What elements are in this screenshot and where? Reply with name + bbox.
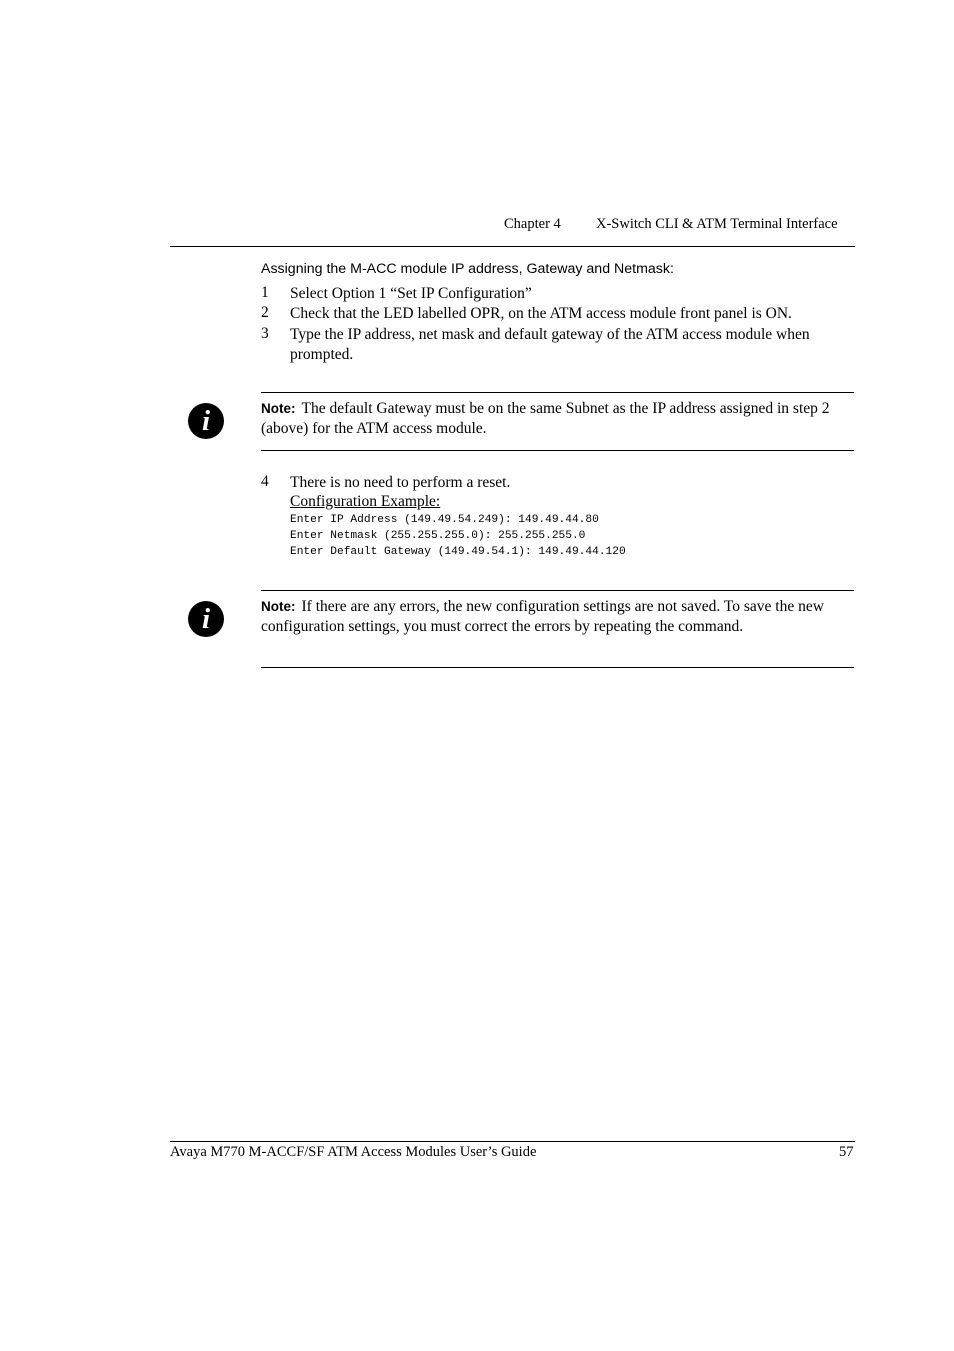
page-number: 57: [839, 1144, 854, 1160]
header-chapter: Chapter 4: [504, 216, 561, 232]
section-heading: Assigning the M-ACC module IP address, Gateway and Netmask:: [261, 261, 674, 277]
note-text: If there are any errors, the new configuration settings are not saved. To save the new configuration settings, you must correct the errors by repeating the command.: [261, 598, 824, 635]
step-number: 2: [261, 304, 269, 321]
note-label: Note:: [261, 599, 296, 614]
note-text: The default Gateway must be on the same Subnet as the IP address assigned in step 2 (above) for the ATM access module.: [261, 400, 830, 437]
footer-rule: [170, 1141, 855, 1142]
step-text: Type the IP address, net mask and default gateway of the ATM access module when prompted.: [290, 326, 810, 363]
note-text-block: [261, 399, 854, 438]
note-text-block: [261, 597, 854, 636]
example-label: Configuration Example:: [290, 493, 441, 510]
header-title: X-Switch CLI & ATM Terminal Interface: [596, 216, 838, 232]
code-line: Enter Default Gateway (149.49.54.1): 149.49.44.120: [290, 546, 626, 558]
step-number: 1: [261, 284, 269, 301]
step-number: 3: [261, 325, 269, 342]
info-icon: i: [188, 601, 224, 637]
note-rule-bottom: [261, 450, 854, 451]
code-line: Enter IP Address (149.49.54.249): 149.49.44.80: [290, 514, 599, 526]
note-label: Note:: [261, 401, 296, 416]
step-number: 4: [261, 473, 269, 490]
step-text: Select Option 1 “Set IP Configuration”: [290, 285, 532, 302]
code-line: Enter Netmask (255.255.255.0): 255.255.255.0: [290, 530, 586, 542]
footer-title: Avaya M770 M-ACCF/SF ATM Access Modules User’s Guide: [170, 1144, 537, 1160]
step-text: There is no need to perform a reset.: [290, 474, 511, 491]
note-rule-top: [261, 590, 854, 591]
header-rule: [170, 246, 855, 247]
step-text: Check that the LED labelled OPR, on the ATM access module front panel is ON.: [290, 305, 792, 322]
info-icon: i: [188, 403, 224, 439]
note-rule-top: [261, 392, 854, 393]
note-rule-bottom: [261, 667, 854, 668]
